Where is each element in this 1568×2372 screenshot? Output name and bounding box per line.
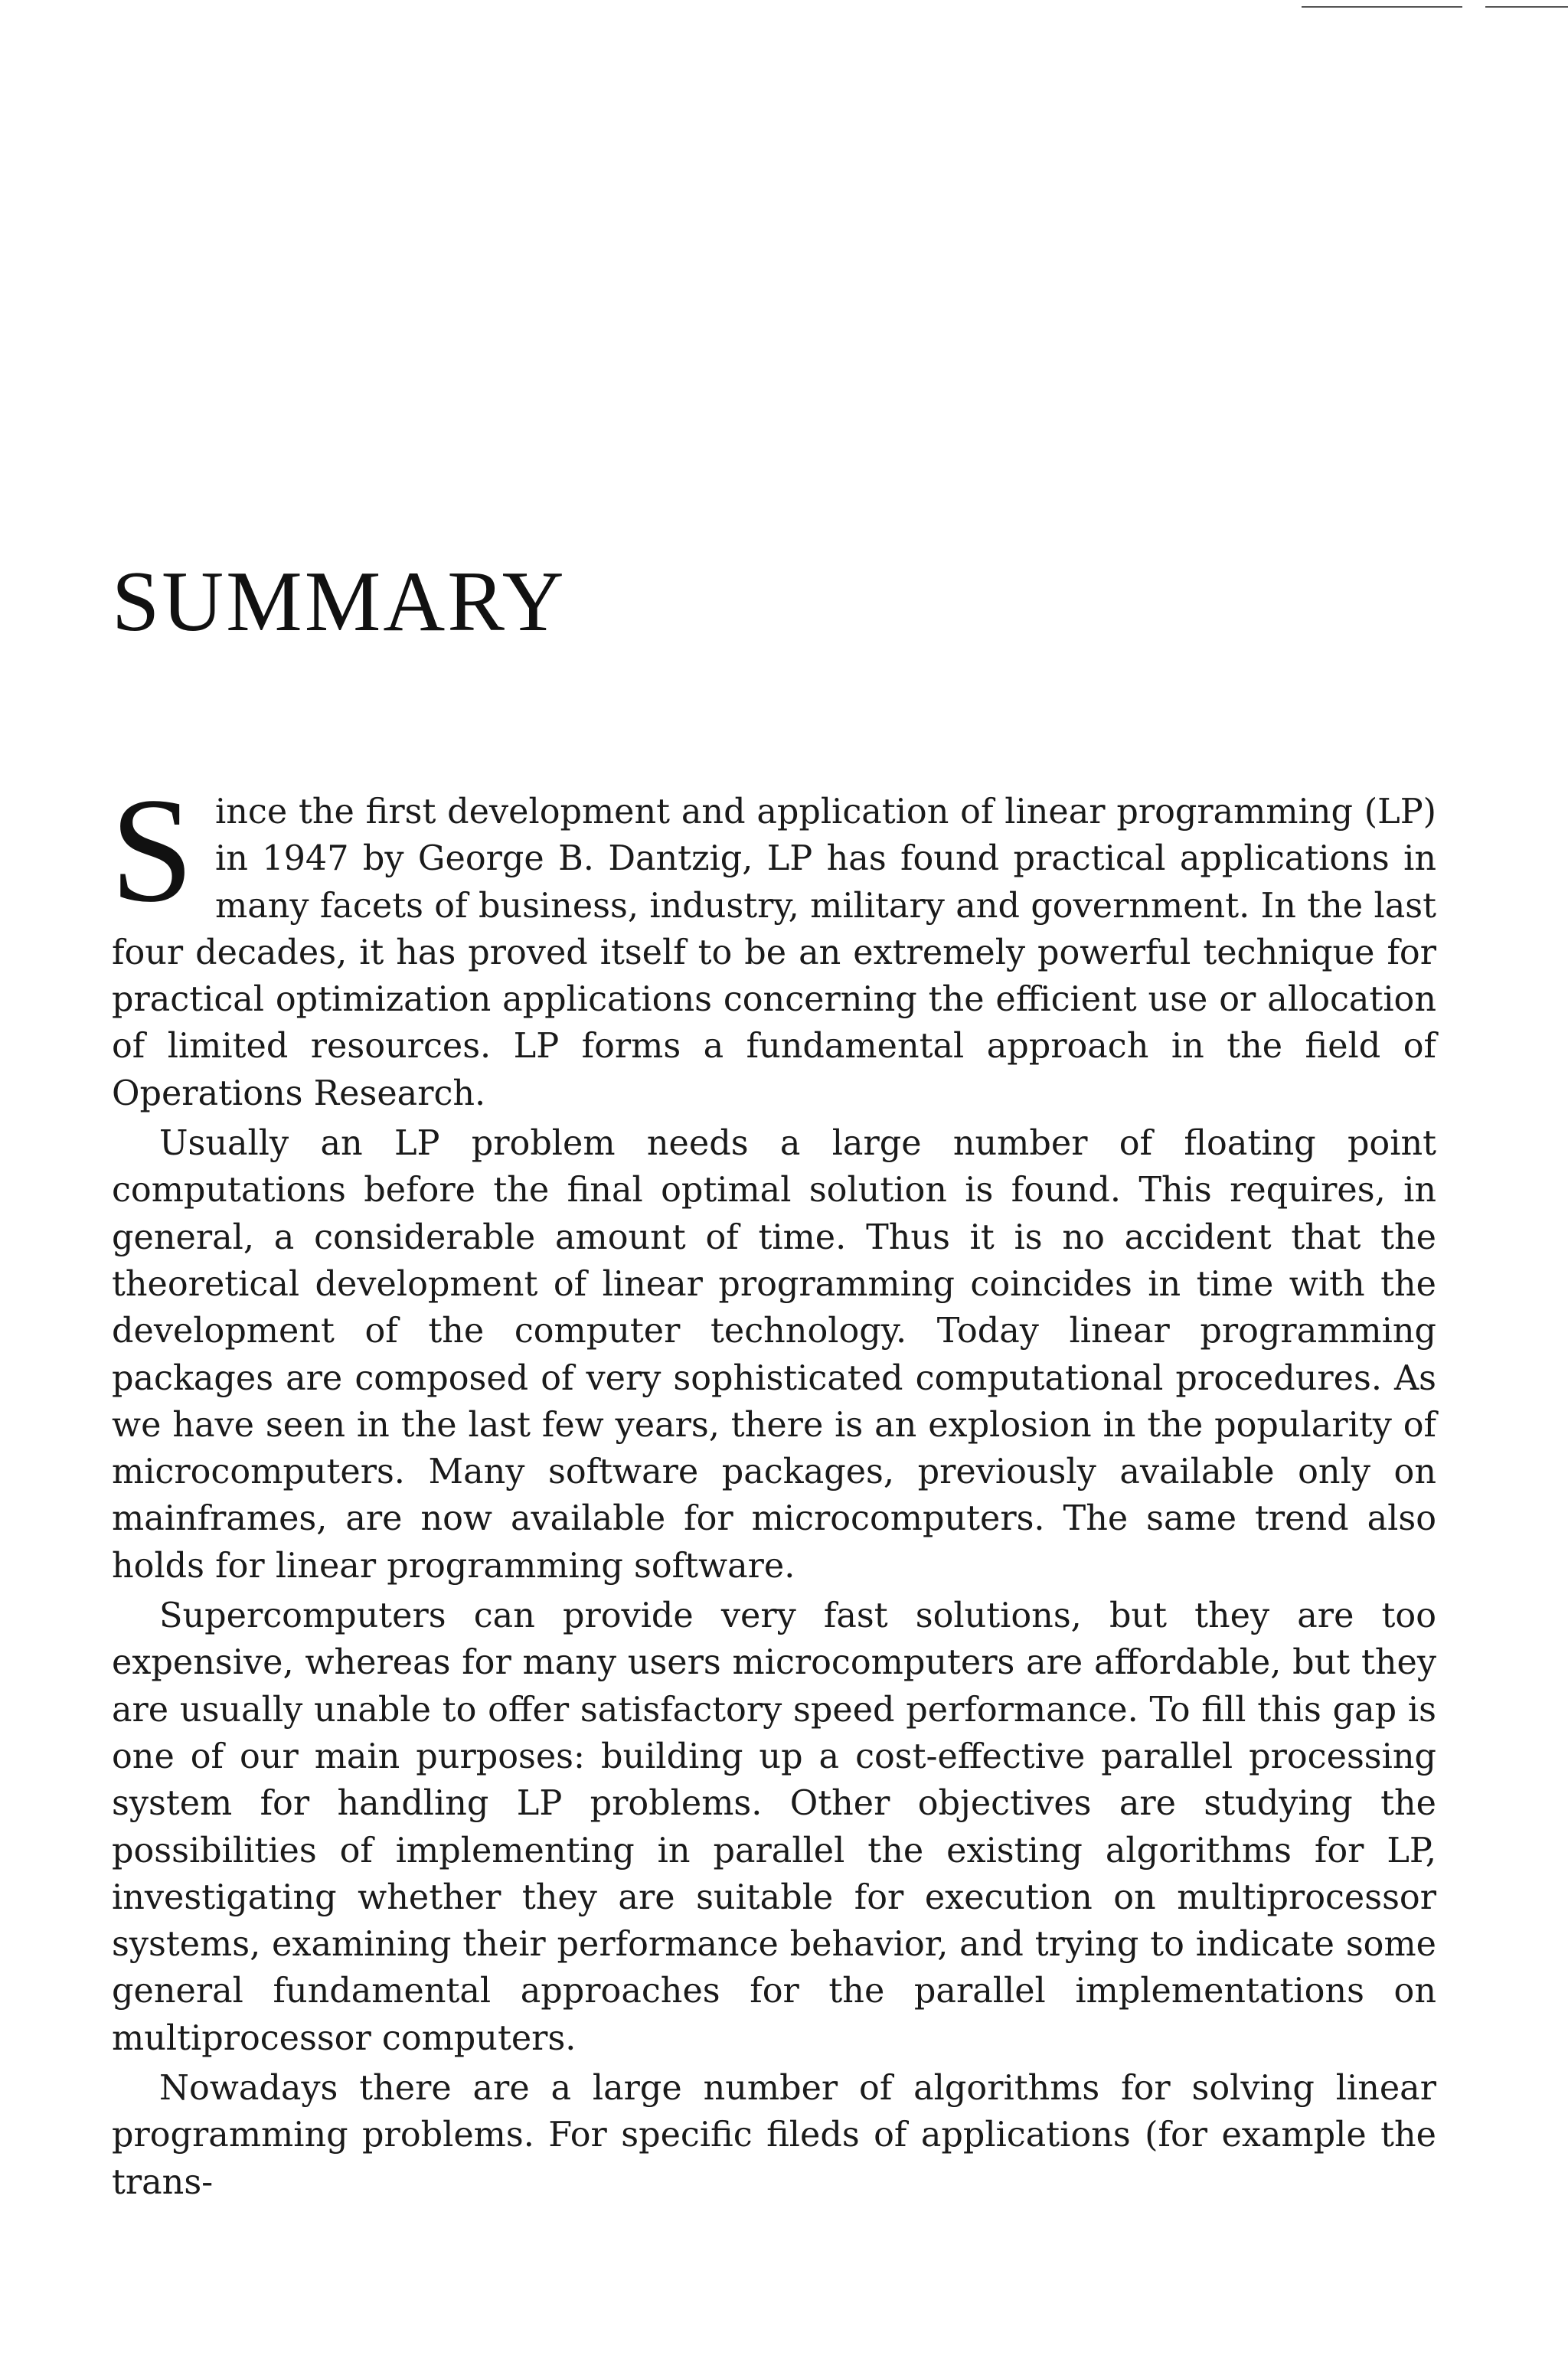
body-text	[110, 767, 1436, 2209]
top-rule-right	[1485, 6, 1568, 8]
paragraph-2: Usually an LP problem needs a large number of floating point computations before the final optimal solution is found. This requires, in general, a considerable amount of time. Thus it is no accident that the theoretical development of linear programming coincides in time with the development of the computer technology. Today linear programming packages are composed of very sophisticated computational procedures. As we have seen in the last few years, there is an explosion in the popularity of microcomputers. Many software packages, previously available only on mainframes, are now available for microcomputers. The same trend also holds for linear programming software.	[112, 1124, 1436, 1586]
paragraph-1-text: ince the first development and application of linear programming (LP) in 1947 by George B. Dantzig, LP has found practical applications in many facets of business, industry, military and government. In the last four decades, it has proved itself to be an extremely powerful technique for practical optimization applications concerning the efficient use or allocation of limited resources. LP forms a fundamental approach in the field of Operations Research.	[112, 792, 1436, 1113]
section-heading: SUMMARY	[112, 554, 567, 649]
drop-cap: S	[110, 767, 194, 933]
paragraph-4: Nowadays there are a large number of algorithms for solving linear programming problems. For specific fileds of applications (for example the trans-	[112, 2069, 1436, 2202]
paragraph-3: Supercomputers can provide very fast solutions, but they are too expensive, whereas for many users microcomputers are affordable, but they are usually unable to offer satisfactory speed performance. To fill this gap is one of our main purposes: building up a cost-effective parallel processing system for handling LP problems. Other objectives are studying the possibilities of implementing in parallel the existing algorithms for LP, investigating whether they are suitable for execution on multiprocessor systems, examining their performance behavior, and trying to indicate some general fundamental approaches for the parallel implementations on multiprocessor computers.	[112, 1596, 1436, 2058]
paragraph-1	[110, 767, 1436, 1117]
top-rule-left	[1302, 6, 1462, 8]
